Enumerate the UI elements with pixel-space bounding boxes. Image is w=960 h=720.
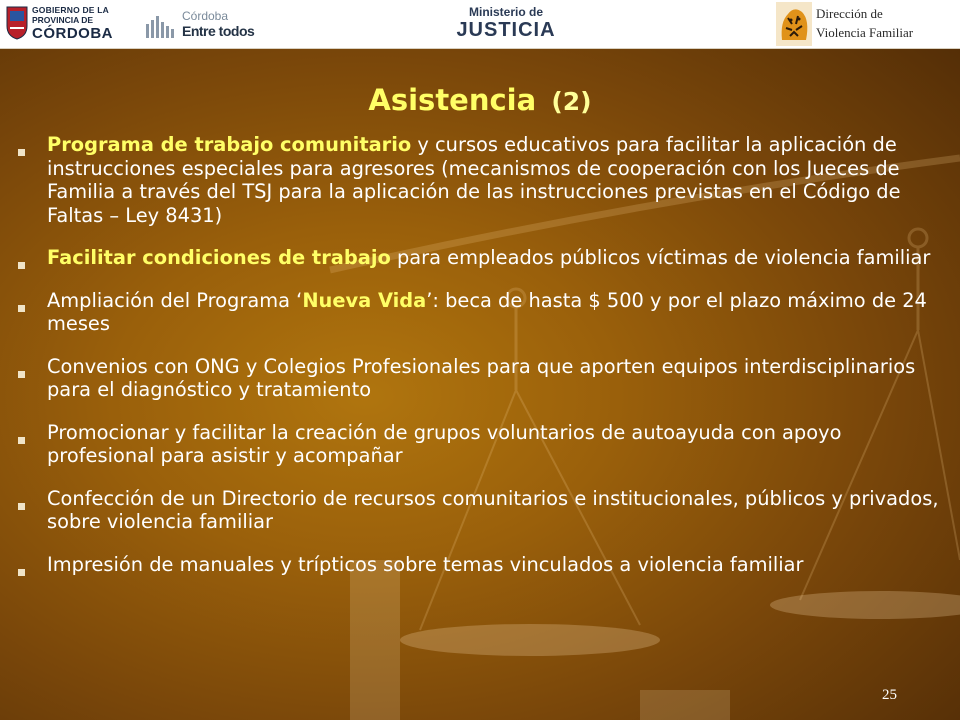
bullet-highlight: Programa de trabajo comunitario: [47, 133, 412, 156]
bullet-item: [0, 133, 960, 227]
bullet-text: [47, 289, 940, 336]
bullet-square-icon: [18, 503, 25, 510]
ministerio-justicia-logo: [446, 4, 566, 44]
bullet-pre: Ampliación del Programa ‘: [47, 288, 303, 312]
bullet-text: [47, 246, 940, 270]
bullet-item: [0, 246, 960, 270]
cordoba-entre-todos-logo: [146, 4, 262, 44]
bullet-square-icon: [18, 569, 25, 576]
bullet-item: [0, 553, 960, 577]
bullet-item: [0, 289, 960, 336]
province-shield-icon: [6, 6, 28, 40]
cordoba-line2: Entre todos: [182, 23, 255, 39]
header-banner: [0, 0, 960, 49]
bullet-text: Convenios con ONG y Colegios Profesionales para que aporten equipos interdisciplinarios para el diagnóstico y tratamiento: [47, 354, 916, 401]
bullet-text: Impresión de manuales y trípticos sobre temas vinculados a violencia familiar: [47, 552, 804, 576]
bullet-item: [0, 487, 960, 534]
bullet-item: [0, 421, 960, 468]
tiger-emblem-icon: [776, 2, 812, 46]
bullet-list: [0, 133, 960, 595]
bullet-body: ’: beca de hasta $ 500 y por el plazo máximo de 24 meses: [47, 288, 927, 335]
title-main: Asistencia: [368, 83, 537, 117]
slide-title: [0, 80, 960, 118]
bullet-item: [0, 355, 960, 402]
ministerio-line1: Ministerio de: [468, 5, 543, 19]
page-number: 25: [882, 687, 897, 703]
gobierno-line3: CÓRDOBA: [32, 25, 113, 42]
gobierno-line2: PROVINCIA DE: [32, 14, 94, 25]
ministerio-line2: JUSTICIA: [456, 19, 556, 41]
bullet-text: [47, 133, 940, 227]
cordoba-bars-icon: [146, 16, 178, 38]
bullet-highlight: Nueva Vida: [302, 288, 427, 312]
bullet-square-icon: [18, 149, 25, 156]
title-number: (2): [551, 87, 592, 116]
direccion-violencia-familiar: [816, 5, 913, 43]
direccion-line1: Dirección de: [816, 6, 883, 21]
bullet-text: Promocionar y facilitar la creación de grupos voluntarios de autoayuda con apoyo profesional para asistir y acompañar: [47, 420, 842, 467]
bullet-square-icon: [18, 262, 25, 269]
gobierno-line1: GOBIERNO DE LA: [32, 5, 109, 15]
bullet-body: para empleados públicos víctimas de violencia familiar: [390, 246, 931, 269]
bullet-highlight: Facilitar condiciones de trabajo: [47, 246, 391, 269]
bullet-body: y cursos educativos para facilitar la aplicación de instrucciones especiales para agresores (mecanismos de cooperación con los Jueces de Familia a través del TSJ para la aplicación de las instrucciones previstas en el Código de Faltas – Ley 8431): [47, 133, 901, 227]
gobierno-cordoba-logo: [6, 4, 132, 44]
bullet-square-icon: [18, 305, 25, 312]
bullet-square-icon: [18, 437, 25, 444]
direccion-line2: Violencia Familiar: [816, 24, 914, 40]
cordoba-line1: Córdoba: [182, 9, 229, 23]
bullet-square-icon: [18, 371, 25, 378]
bullet-text: Confección de un Directorio de recursos comunitarios e institucionales, públicos y privados, sobre violencia familiar: [47, 486, 939, 533]
